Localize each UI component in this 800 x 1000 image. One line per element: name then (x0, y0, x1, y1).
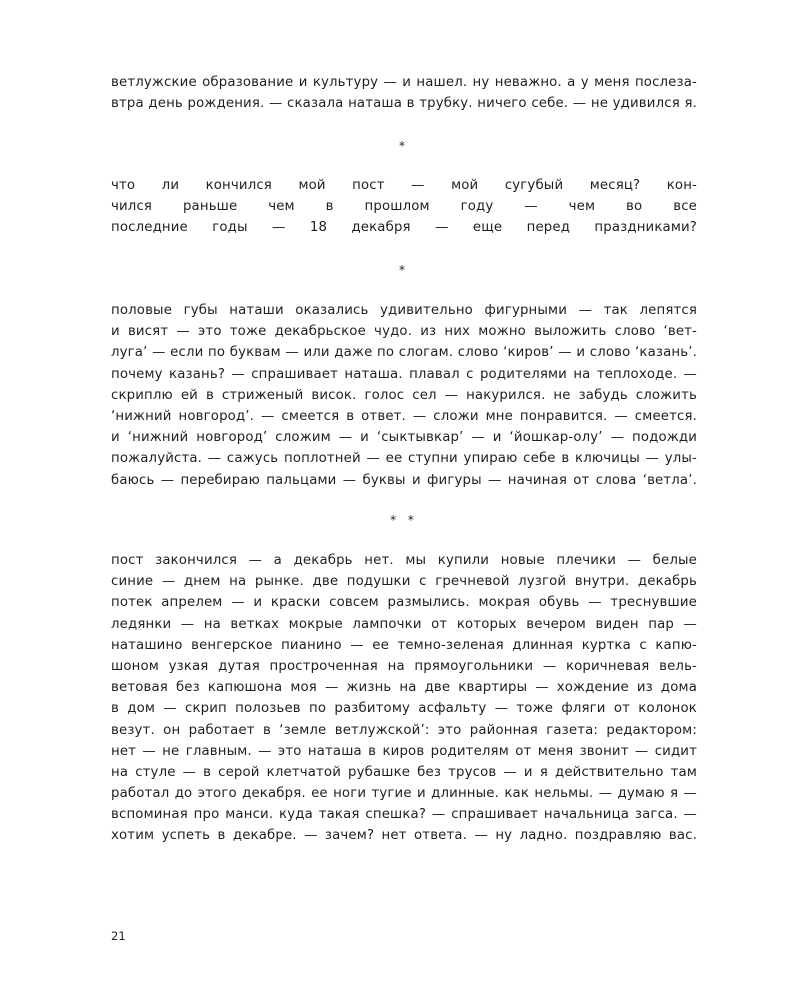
text-line: чился раньше чем в прошлом году — чем во все (111, 199, 697, 215)
text-line: потек апрелем — и краски совсем размылись. мокрая обувь — треснувшие (111, 595, 697, 611)
page-number: 21 (111, 929, 126, 943)
text-line: последние годы — 18 декабря — еще перед праздниками? (111, 220, 697, 236)
text-line: синие — днем на рынке. две подушки с гречневой лузгой внутри. декабрь (111, 574, 697, 590)
text-line: баюсь — перебираю пальцами — буквы и фигуры — начиная от слова ‘ветла’. (111, 472, 697, 488)
text-line: ‘нижний новгород’. — смеется в ответ. — сложи мне понравится. — смеется. (111, 408, 697, 424)
text-line: и ‘нижний новгород’ сложим — и ‘сыктывкар’ — и ‘йошкар-олу’ — подожди (111, 430, 697, 446)
section-separator: * (399, 263, 409, 277)
text-line: вспоминая про манси. куда такая спешка? — спрашивает начальница загса. — (111, 807, 697, 823)
text-line: ветлужские образование и культуру — и нашел. ну неважно. а у меня послеза- (111, 75, 697, 90)
section-separator: * (399, 139, 409, 153)
paragraph-1 (111, 72, 697, 114)
text-line: пост закончился — а декабрь нет. мы купили новые плечики — белые (111, 553, 697, 568)
text-line: скриплю ей в стриженый висок. голос сел — накурился. не забудь сложить (111, 387, 697, 403)
paragraph-3 (111, 300, 697, 491)
text-line: и висят — это тоже декабрьское чудо. из них можно выложить слово ‘вет- (111, 324, 697, 340)
text-line: наташино венгерское пианино — ее темно-зеленая длинная куртка с капю- (111, 637, 697, 653)
text-line: почему казань? — спрашивает наташа. плавал с родителями на теплоходе. — (111, 366, 697, 382)
text-line: пожалуйста. — сажусь поплотней — ее ступни упираю себе в ключицы — улы- (111, 451, 697, 467)
text-line: везут. он работает в ‘земле ветлужской’: это районная газета: редактором: (111, 722, 697, 738)
text-line: на стуле — в серой клетчатой рубашке без трусов — и я действительно там (111, 764, 697, 780)
text-line: в дом — скрип полозьев по разбитому асфальту — тоже фляги от колонок (111, 701, 697, 717)
paragraph-4 (111, 550, 697, 847)
text-line: хотим успеть в декабре. — зачем? нет ответа. — ну ладно. поздравляю вас. (111, 828, 697, 844)
text-line: работал до этого декабря. ее ноги тугие и длинные. как нельмы. — думаю я — (111, 786, 697, 802)
text-line: втра день рождения. — сказала наташа в трубку. ничего себе. — не удивился я. (111, 96, 697, 112)
text-line: ветовая без капюшона моя — жизнь на две квартиры — хождение из дома (111, 680, 697, 696)
text-line: нет — не главным. — это наташа в киров родителям от меня звонит — сидит (111, 743, 697, 759)
text-line: ледянки — на ветках мокрые лампочки от которых вечером виден пар — (111, 616, 697, 632)
text-line: луга’ — если по буквам — или даже по слогам. слово ‘киров’ — и слово ‘казань’. (111, 345, 697, 361)
text-line: что ли кончился мой пост — мой сугубый месяц? кон- (111, 178, 697, 193)
section-separator: * * (390, 513, 418, 527)
text-line: половые губы наташи оказались удивительно фигурными — так лепятся (111, 303, 697, 318)
text-line: шоном узкая дутая простроченная на прямоугольники — коричневая вель- (111, 658, 697, 674)
paragraph-2 (111, 175, 697, 239)
